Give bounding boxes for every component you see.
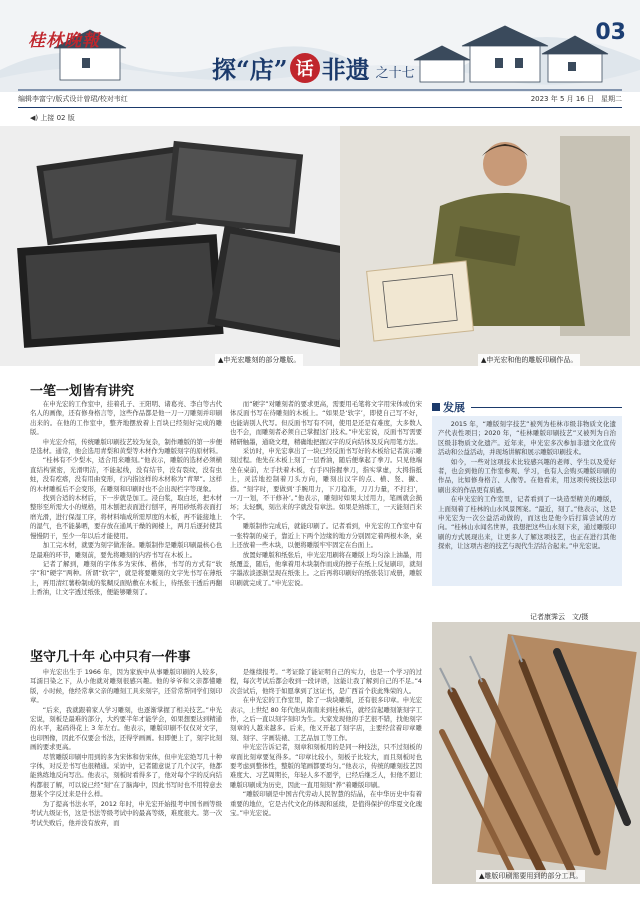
section-headline-1: 一笔一划皆有讲究 bbox=[30, 384, 135, 399]
sidebar-rule bbox=[471, 407, 622, 408]
paragraph: 申光宏出生于 1966 年，因为家族中从事雕版印刷的人较多，耳濡目染之下，从小他就对雕刻很感兴趣。他的爷爷和父亲都懂雕版，小时候，他经常拿父亲的雕刻工具来刻字，还常常帮同学们刻印章。 bbox=[30, 668, 222, 705]
page-number: 03 bbox=[595, 20, 626, 45]
paragraph: 在申光宏的工作室中，挂着孔子、王阳明、诸葛亮、李白等古代名人的画像，还有修身格言等，这些作品都是他一刀一刀雕刻并印刷出来的。在他的工作室中，整齐地摆放着上百块已经刻好完成的雕版。 bbox=[30, 400, 222, 437]
caption-portrait: ▲申光宏和他的雕版印刷作品。 bbox=[478, 354, 580, 366]
paragraph: “后来，我就跟着家人学习雕刻，也逐渐掌握了相关技艺。”申光宏说，刻板是最难的部分，大约要半年才能学会，如果想要达到精通的水平，起码得花上 3 年左右。他表示，雕版印刷不仅仅对文字，也印图像，因此不仅要会书法，还得学画画。但即便上了，刻字比刻画的要求更高。 bbox=[30, 705, 222, 752]
paragraph: 尽管雕版印刷中用到的多为宋体和仿宋体，但申光宏绝写几十种字体，对反差书写也很精通。采访中，记者随意说了几个汉字，他都能熟练地反向写出。他表示，刻板时看得多了，他对每个字的反向结构都很了解，可以说已经“刻”在了脑海中，因此书写时也不用特意去想某个字反过来是什么样。 bbox=[30, 752, 222, 799]
paragraph: 加工完木材，就要为刻字做准备。雕版制作是雕版印刷最核心也是最难的环节，雕刻前，要先将雕刻的内容书写在木板上。 bbox=[30, 541, 222, 559]
article-column-2 bbox=[230, 400, 422, 632]
paragraph: 放置好雕版和纸张后，申光宏用刷将在雕版上均匀涂上油墨，用纸覆盖，随后，他拿着用木块制作而成的擦子在纸上反复刷印，就刻字墨浓淡逐渐呈现在纸张上。之后再将印刷好的纸张装订成册，雕版印刷就完成了。”申光宏说。 bbox=[230, 550, 422, 587]
sidebar-text bbox=[438, 420, 616, 582]
column-title-part-3: 非遗 bbox=[321, 55, 370, 84]
meta-bar bbox=[18, 94, 622, 106]
tools-photo bbox=[432, 622, 640, 884]
caption-blocks: ▲申光宏雕刻的部分雕版。 bbox=[215, 354, 303, 366]
article-column-4 bbox=[230, 668, 422, 884]
top-photo-collage bbox=[0, 126, 640, 366]
paragraph: 记者了解到，雕刻的字体多为宋体、楷体，书写的方式有“软字”和“硬字”两种。所谓“软字”，就是将要雕刻的文字先书写在薄纸上，再用清红薯粉制成的浆糊反面贴敷在木板上，待纸张干透后再翻上香油，让文字透过纸张，便能够雕刻了。 bbox=[30, 559, 222, 597]
sidebar-heading bbox=[432, 400, 622, 414]
caption-tools: ▲雕版印刷需要用到的部分工具。 bbox=[476, 870, 585, 882]
section-headline-2: 坚守几十年 心中只有一件事 bbox=[30, 650, 191, 665]
paragraph: “雕版印刷是中国古代劳动人民智慧的结晶，在中华历史中有着重要的地位，它是古代文化的体现和延续，是值得保护的华夏文化瑰宝。”申光宏说。 bbox=[230, 790, 422, 818]
paragraph: 申光宏介绍，传统雕版印刷技艺较为复杂，制作雕版的第一步便是选材。通常，他会选用青梨和黄梨等木材作为雕版刻字的原材料。 bbox=[30, 437, 222, 456]
paragraph: 采访时，申光宏拿出了一块已经反面书写好的木板给记者演示雕刻过程。他先在木板上刻了一层香油，随后便拿起了拳刀。只见他端坐在桌前，左手扶着木板，右手四指握拳刀，指实掌虚，大拇指抵上，灵活地控制着刀头方向，雕刻出汉字的点、横、竖、撇、捺。“刻字时，要做到‘手腕用力，下刀稳准，刀刀力量，不打扫’，一刀一划，不干修补’。”他表示，雕刻时如果太过用力，笔画就会损坏；太轻飘，刻出来的字就没有章法。如果是熟练工，一天能刻百来个字。 bbox=[230, 447, 422, 521]
editors-credit: 编辑李富宁/版式设计曾珺/校对韦红 bbox=[18, 95, 128, 103]
paragraph: 2015 年，“雕版刻字技艺”被列为桂林市级非物质文化遗产代表性项目；2020 年，“桂林雕版印刷技艺”又被列为自治区级非物质文化遗产。近年来，申光宏多次参加非遗文化宣传活动和公益活动，并现场讲解和展示雕版印刷技术。 bbox=[438, 420, 616, 457]
paragraph: 为了提高书法水平，2012 年时，申光宏开始报考中国书画等级考试九级证书，这是书法等级考试中的最高等级，难度很大。第一次考试失败后，他并没有放弃，而 bbox=[30, 799, 222, 827]
paragraph: 是继续报考。“考证除了能证明自己的实力，也是一个学习的过程，每次考试后都会收到一段评语，这能让我了解到自己的不足。”4 次尝试后，他终于如愿拿到了这证书，是广西首个获此殊荣的人。 bbox=[230, 668, 422, 695]
sidebar-box bbox=[432, 416, 622, 586]
column-title-part-1: 探“店” bbox=[212, 55, 288, 84]
carving-tools-illustration bbox=[432, 622, 640, 884]
header-divider bbox=[18, 107, 622, 108]
paragraph: “桂林有不少梨木，适合用来雕刻。”他表示，雕版的选材必须横直结构紧密，光滑明洁，不能起线，没有结节，没有裂纹，没有虫蛀，没有疙瘩，没有用曲变形，行内指这样的木材称为“青翠”。这样的木材雕板后不会变形，在雕刻和印刷时也不会出现栏字等现象。 bbox=[30, 456, 222, 493]
column-title-seal: 话 bbox=[290, 53, 320, 83]
paragraph: 在申光宏的工作室里，记者看到了一块造型精美的雕版，上面刻着了桂林的山水风景图案。“最近，刻了。”他表示，这是申光宏为一次公益活动做的，而这也是他今后打算尝试的方向。“桂林山水闻名世界，我想把这些山水刻下来，通过雕版印刷的方式展现出来，让更多人了解这项技艺，也正在进行其他探索，让这项古老的技艺与现代生活结合起来。”申光宏说。 bbox=[438, 495, 616, 551]
paragraph: 找到合适的木材后，下一步就是加工。浸白浆，取白坯，把木材整形至所需大小的规格，用木刨把表面进行刨平，再用砂纸将表面打磨光滑，进行保湿工序，将材料墙成所需厚度的木板，再不能接地上的湿气，也不能暴晒，要存放在通风干燥的阁楼上，两月后逐封使其慢慢阴干，至少一年以后才能使用。 bbox=[30, 494, 222, 540]
article-column-3 bbox=[30, 668, 222, 884]
paragraph: 在申光宏的工作室里，除了一块块雕版，还有很多印章。申光宏表示，上世纪 80 年代他从南南来到桂林后，就经营起雕刻篆刻字工作，之后一直以刻字刻印为生。大家发现他的手艺很不错，找他刻字刻章的人越来越多。后来，他又开起了刻字店，主要经营着印章雕刻、刻字、字画装裱、工艺品加工等工作。 bbox=[230, 696, 422, 742]
paragraph: 雕版制作完成后，就能印刷了。记者看到，申光宏的工作室中有一张特制的桌子，靠近上下两个边缘的地方分别固定着两根木条，桌上还放着一些木块，以便将雕版牢牢固定在台面上。 bbox=[230, 522, 422, 550]
newspaper-brand-logo: 桂林晚報 bbox=[28, 31, 100, 51]
square-bullet-icon bbox=[432, 403, 440, 411]
byline: 记者康霁云 文/摄 bbox=[530, 613, 589, 621]
column-title-suffix: 之十七 bbox=[375, 66, 415, 81]
issue-date: 2023 年 5 月 16 日 星期二 bbox=[530, 95, 622, 103]
sidebar-title: 发展 bbox=[443, 401, 465, 414]
paragraph: 申光宏告诉记者，刻章和刻板用的是同一种技法，只不过刻板的章面比刻章要复得多。“印章比较小，刻板子比较大，而且刻板时也要考虑到整体性，整版的笔画都要均匀。”他表示，传统的雕刻技艺因难度大、习艺周期长，年轻人多不愿学，已经后继乏人，但他不愿让雕版印刷成为历史，因此一直用刻刻“养”着雕版印刷。 bbox=[230, 743, 422, 789]
masthead-banner bbox=[0, 0, 640, 92]
paragraph: 如今，一些对这项技术比较感兴趣的老师、学生以及爱好者，也会到他的工作室参观、学习，也有人会购买雕版印刷的作品，比如修身格言、人像等。在他看来，用这项传统技法印刷出来的作品更有质感。 bbox=[438, 457, 616, 494]
column-title bbox=[212, 50, 415, 85]
paragraph: 而“硬字”对雕刻者的要求更高，需要用毛笔将文字用宋体或仿宋体反面书写在待雕刻的木板上。“如果是‘软字’，即使自己写不好，也能请别人代写。但反面书写有不同，使用是还是有难度，大多数人也不会，而雕刻者必须自己掌握这门技术。”申光宏说，反面书写需要精研触墨，通晓文理，精确地把握汉字的反向结体及反向用笔方法。 bbox=[230, 400, 422, 446]
continued-from-label: ◀) 上接 02 版 bbox=[30, 114, 75, 122]
printing-blocks-and-portrait-photo bbox=[0, 126, 640, 366]
article-column-1 bbox=[30, 400, 222, 632]
